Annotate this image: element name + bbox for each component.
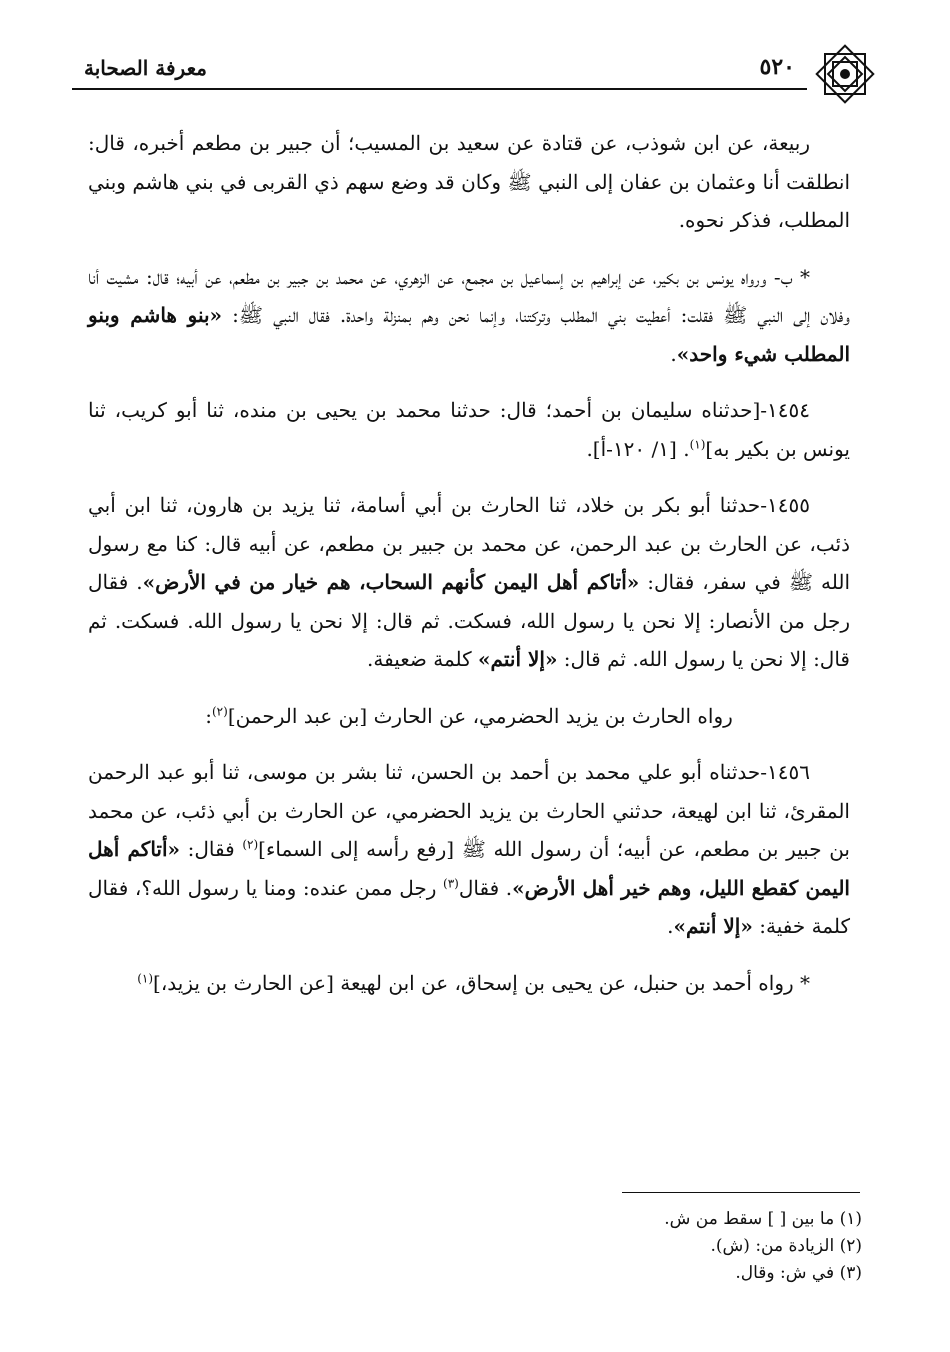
- paragraph-p2: [88, 258, 850, 374]
- paragraph-p6: [88, 753, 850, 946]
- hadith-quote: «إلا أنتم»: [478, 647, 558, 671]
- text-segment: ١٤٥٦-حدثناه أبو علي محمد بن أحمد بن الحسن، ثنا بشر بن موسى، ثنا أبو عبد الرحمن المقرئ، ثنا ابن لهيعة، حدثني الحارث بن يزيد الحضرمي، عن الحارث بن أبي ذئب، عن محمد بن جبير بن مطعم، عن أبيه؛ أن رسول الله ﷺ [رفع رأسه إلى السماء]: [88, 760, 850, 861]
- text-segment: :: [205, 703, 212, 728]
- hadith-quote: «أتاكم أهل اليمن كقطع الليل، وهم خير أهل الأرض»: [88, 837, 850, 900]
- hadith-quote: «بنو هاشم وبنو المطلب شيء واحد»: [88, 303, 850, 366]
- text-segment: .: [667, 914, 674, 938]
- text-segment: . [١/ ١٢٠-أ].: [586, 436, 690, 461]
- footnotes: [462, 1206, 862, 1287]
- main-text: [88, 124, 850, 1020]
- paragraph-p4: [88, 486, 850, 679]
- footnote-ref: (٣): [443, 875, 459, 890]
- paragraph-p3: [88, 391, 850, 468]
- paragraph-p1: [88, 124, 850, 240]
- footnote-3: (٣) في ش: وقال.: [735, 1263, 862, 1283]
- paragraph-p5: [88, 697, 850, 736]
- footnote-ref: (١): [137, 970, 154, 985]
- page-header: [72, 42, 877, 106]
- text-segment: رواه الحارث بن يزيد الحضرمي، عن الحارث [بن عبد الرحمن]: [227, 703, 733, 728]
- octagram-ornament-icon: [813, 42, 877, 106]
- footnote-ref: (٢): [211, 703, 228, 718]
- text-segment: ربيعة، عن ابن شوذب، عن قتادة عن سعيد بن المسيب؛ أن جبير بن مطعم أخبره، قال: انطلقت أنا وعثمان بن عفان إلى النبي ﷺ وكان قد وضع سهم ذي القربى في بني هاشم وبني المطلب، فذكر نحوه.: [88, 131, 850, 232]
- text-segment: * رواه أحمد بن حنبل، عن يحيى بن إسحاق، عن ابن لهيعة [عن الحارث بن يزيد،]: [153, 970, 810, 995]
- text-segment: رجل ممن عنده: ومنا يا رسول الله؟، فقال كلمة خفية:: [88, 875, 850, 938]
- footnote-1: (١) ما بين [ ] سقط من ش.: [664, 1209, 862, 1229]
- footnote-ref: (٢): [242, 837, 259, 852]
- text-segment: * ب- ورواه يونس بن بكير، عن إبراهيم بن إسماعيل بن مجمع، عن الزهري، عن محمد بن جبير بن مطعم، عن أبيه؛ قال: مشيت أنا وفلان إلى النبي ﷺ فقلت: أعطيت بني المطلب وتركتنا، وإنما نحن وهم بمنزلة واحدة. فقال النبي ﷺ:: [88, 264, 850, 327]
- text-segment: . فقال: [458, 875, 513, 900]
- text-segment: كلمة ضعيفة.: [367, 647, 479, 671]
- footnote-ref: (١): [689, 436, 706, 451]
- hadith-quote: «إلا أنتم»: [673, 914, 753, 938]
- text-segment: فقال:: [180, 837, 243, 861]
- hadith-quote: «أتاكم أهل اليمن كأنهم السحاب، هم خيار من في الأرض»: [142, 570, 640, 594]
- text-segment: .: [670, 341, 677, 366]
- running-title: معرفة الصحابة: [84, 56, 207, 80]
- text-segment: . فقال رجل من الأنصار: إلا نحن يا رسول الله، فسكت. ثم قال: إلا نحن يا رسول الله. فسكت. ثم قال: إلا نحن يا رسول الله. ثم قال:: [88, 570, 850, 671]
- footnote-separator: [622, 1192, 860, 1193]
- text-segment: ١٤٥٤-[حدثناه سليمان بن أحمد؛ قال: حدثنا محمد بن يحيى بن منده، ثنا أبو كريب، ثنا يونس بن بكير به]: [88, 398, 850, 461]
- page-number: ٥٢٠: [759, 54, 795, 80]
- header-rule: [72, 88, 807, 90]
- text-segment: ١٤٥٥-حدثنا أبو بكر بن خلاد، ثنا الحارث بن أبي أسامة، ثنا يزيد بن هارون، ثنا ابن أبي ذئب، عن الحارث بن عبد الرحمن، عن محمد بن جبير بن مطعم، عن أبيه قال: كنا مع رسول الله ﷺ في سفر، فقال:: [88, 493, 851, 594]
- footnote-2: (٢) الزيادة من: (ش).: [710, 1236, 862, 1256]
- paragraph-p7: [88, 964, 850, 1003]
